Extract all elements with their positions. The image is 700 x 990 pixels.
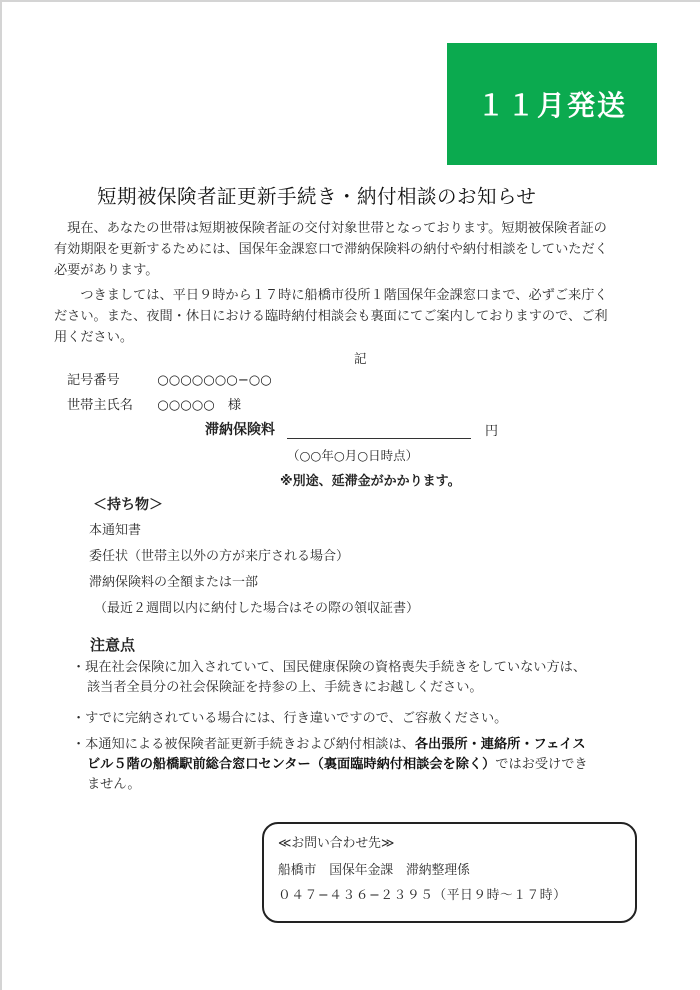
householder-value: ○○○○○ 様 xyxy=(157,398,242,413)
text-line: 有効期限を更新するためには、国保年金課窓口で滞納保険料の納付や納付相談をしていただく xyxy=(54,242,608,257)
text-line: 必要があります。 xyxy=(54,263,159,278)
note-text: ・本通知による被保険者証更新手続きおよび納付相談は、 xyxy=(72,737,415,752)
contact-phone: ０４７−４３６−２３９５（平日９時〜１７時） xyxy=(278,888,567,903)
text-line: ・すでに完納されている場合には、行き違いですので、ご容赦ください。 xyxy=(72,711,508,726)
contact-department: 船橋市 国保年金課 滞納整理係 xyxy=(278,863,470,878)
notes-heading: 注意点 xyxy=(90,636,136,654)
symbol-number-row xyxy=(67,369,272,388)
dispatch-month-badge xyxy=(447,43,657,165)
amount-blank-line xyxy=(287,422,471,439)
text-line: 現在、あなたの世帯は短期被保険者証の交付対象世帯となっております。短期被保険者証の xyxy=(54,221,607,236)
contact-box xyxy=(262,822,637,923)
text-line: ださい。また、夜間・休日における臨時納付相談会も裏面にてご案内しておりますので、ご利 xyxy=(54,309,608,324)
list-item: （最近２週間以内に納付した場合はその際の領収証書） xyxy=(94,601,420,616)
contact-heading: ≪お問い合わせ先≫ xyxy=(278,836,395,851)
symbol-number-value: ○○○○○○○−○○ xyxy=(157,373,272,388)
text-line: ません。 xyxy=(87,777,141,792)
document-title: 短期被保険者証更新手続き・納付相談のお知らせ xyxy=(97,185,537,208)
yen-unit: 円 xyxy=(485,424,499,439)
note-item xyxy=(72,658,672,698)
items-list xyxy=(89,518,419,622)
delinquent-premium-label: 滞納保険料 xyxy=(205,422,275,438)
symbol-number-label: 記号番号 xyxy=(67,373,120,388)
items-heading: ＜持ち物＞ xyxy=(93,497,163,513)
page-border-top xyxy=(0,0,700,2)
as-of-date: （○○年○月○日時点） xyxy=(287,448,419,463)
list-item: 滞納保険料の全額または一部 xyxy=(89,575,259,590)
text-line xyxy=(72,735,672,755)
badge-text: １１月発送 xyxy=(476,89,627,122)
late-fee-note: ※別途、延滞金がかかります。 xyxy=(280,474,461,489)
intro-paragraph-1 xyxy=(54,218,654,281)
record-marker: 記 xyxy=(354,351,367,366)
note-emphasis: ビル５階の船橋駅前総合窓口センター（裏面臨時納付相談会を除く） xyxy=(87,757,496,772)
text-line xyxy=(72,755,672,775)
text-line: 該当者全員分の社会保険証を持参の上、手続きにお越しください。 xyxy=(87,680,483,695)
householder-row xyxy=(67,394,241,413)
text-line: ・現在社会保険に加入されていて、国民健康保険の資格喪失手続きをしていない方は、 xyxy=(72,660,587,675)
list-item: 委任状（世帯主以外の方が来庁される場合） xyxy=(89,549,350,564)
text-line: つきましては、平日９時から１７時に船橋市役所１階国保年金課窓口まで、必ずご来庁く xyxy=(54,288,608,303)
intro-paragraph-2 xyxy=(54,285,654,348)
householder-label: 世帯主氏名 xyxy=(67,398,133,413)
delinquent-premium-row xyxy=(205,419,498,439)
note-item xyxy=(72,709,672,729)
text-line: 用ください。 xyxy=(54,330,134,345)
note-emphasis: 各出張所・連絡所・フェイス xyxy=(414,737,586,752)
note-text: ではお受けでき xyxy=(495,757,588,772)
note-item xyxy=(72,735,672,795)
page-border-left xyxy=(0,0,2,990)
list-item: 本通知書 xyxy=(89,523,142,538)
